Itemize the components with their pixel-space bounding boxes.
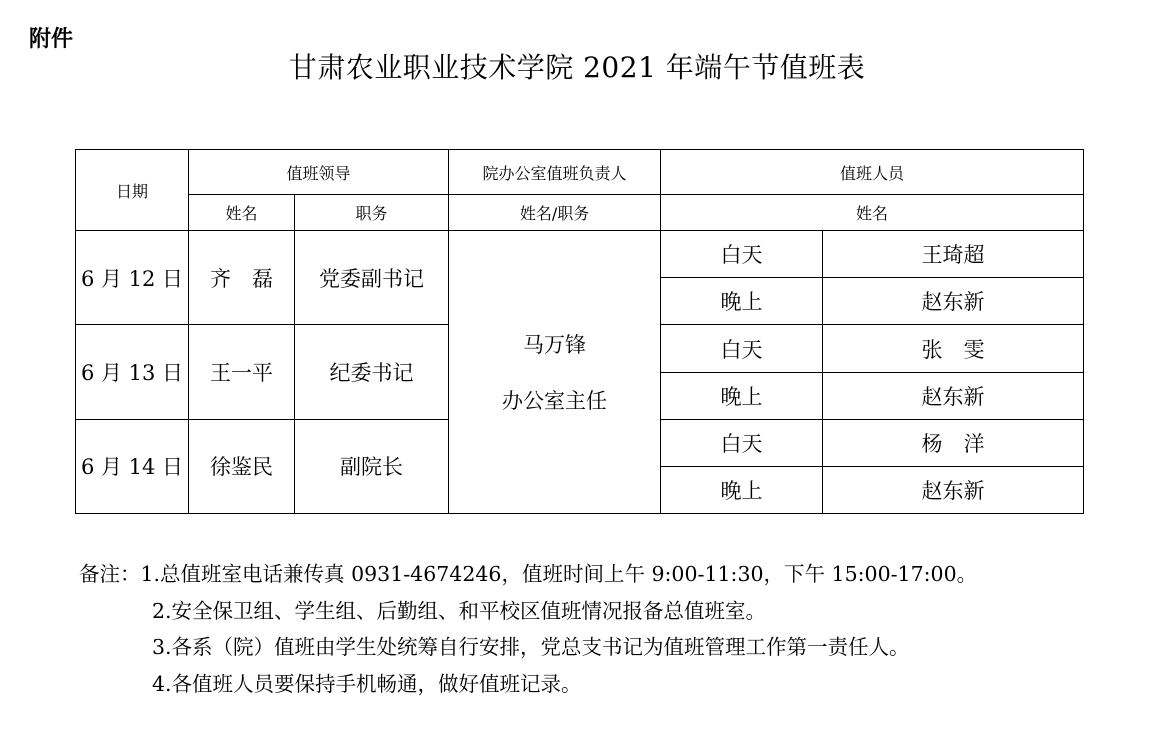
- shift-period-cell: 晚上: [661, 466, 823, 513]
- leader-name-cell: 徐鉴民: [189, 419, 295, 513]
- header-leader-position: 职务: [295, 195, 449, 231]
- office-responsible-cell: [449, 231, 661, 514]
- note-line: [79, 556, 977, 593]
- leader-name-cell: 齐 磊: [189, 231, 295, 325]
- leader-position-cell: 党委副书记: [295, 231, 449, 325]
- header-row-2: [76, 195, 1084, 231]
- office-responsible-name: 马万锋: [523, 333, 587, 358]
- header-office-name-position: 姓名/职务: [449, 195, 661, 231]
- duty-schedule-table: [75, 149, 1084, 514]
- date-cell: 6 月 14 日: [76, 419, 189, 513]
- note-item: 2.安全保卫组、学生组、后勤组、和平校区值班情况报备总值班室。: [152, 598, 767, 623]
- note-item: 4.各值班人员要保持手机畅通，做好值班记录。: [152, 671, 582, 696]
- table-row: [76, 231, 1084, 278]
- header-staff-group: 值班人员: [661, 150, 1084, 195]
- notes-section: [79, 556, 977, 702]
- staff-name-cell: 赵东新: [823, 278, 1084, 325]
- header-date: 日期: [76, 150, 189, 231]
- office-responsible-position: 办公室主任: [502, 389, 608, 414]
- staff-name-cell: 王琦超: [823, 231, 1084, 278]
- leader-position-cell: 纪委书记: [295, 325, 449, 419]
- leader-position-cell: 副院长: [295, 419, 449, 513]
- shift-period-cell: 白天: [661, 325, 823, 372]
- notes-label: 备注：: [79, 562, 141, 586]
- staff-name-cell: 张 雯: [823, 325, 1084, 372]
- date-cell: 6 月 13 日: [76, 325, 189, 419]
- note-item: 3.各系（院）值班由学生处统筹自行安排，党总支书记为值班管理工作第一责任人。: [152, 635, 910, 659]
- header-staff-name: 姓名: [661, 195, 1084, 231]
- header-office-group: 院办公室值班负责人: [449, 150, 661, 195]
- staff-name-cell: 杨 洋: [823, 419, 1084, 466]
- attachment-label: 附件: [29, 27, 74, 52]
- staff-name-cell: 赵东新: [823, 466, 1084, 513]
- shift-period-cell: 白天: [661, 231, 823, 278]
- shift-period-cell: 白天: [661, 419, 823, 466]
- date-cell: 6 月 12 日: [76, 231, 189, 325]
- shift-period-cell: 晚上: [661, 372, 823, 419]
- note-item: 1.总值班室电话兼传真 0931-4674246，值班时间上午 9:00-11:30，下午 15:00-17:00。: [140, 562, 978, 586]
- header-row-1: [76, 150, 1084, 195]
- shift-period-cell: 晚上: [661, 278, 823, 325]
- staff-name-cell: 赵东新: [823, 372, 1084, 419]
- header-leader-group: 值班领导: [189, 150, 449, 195]
- header-leader-name: 姓名: [189, 195, 295, 231]
- page-title: 甘肃农业职业技术学院 2021 年端午节值班表: [288, 51, 866, 84]
- leader-name-cell: 王一平: [189, 325, 295, 419]
